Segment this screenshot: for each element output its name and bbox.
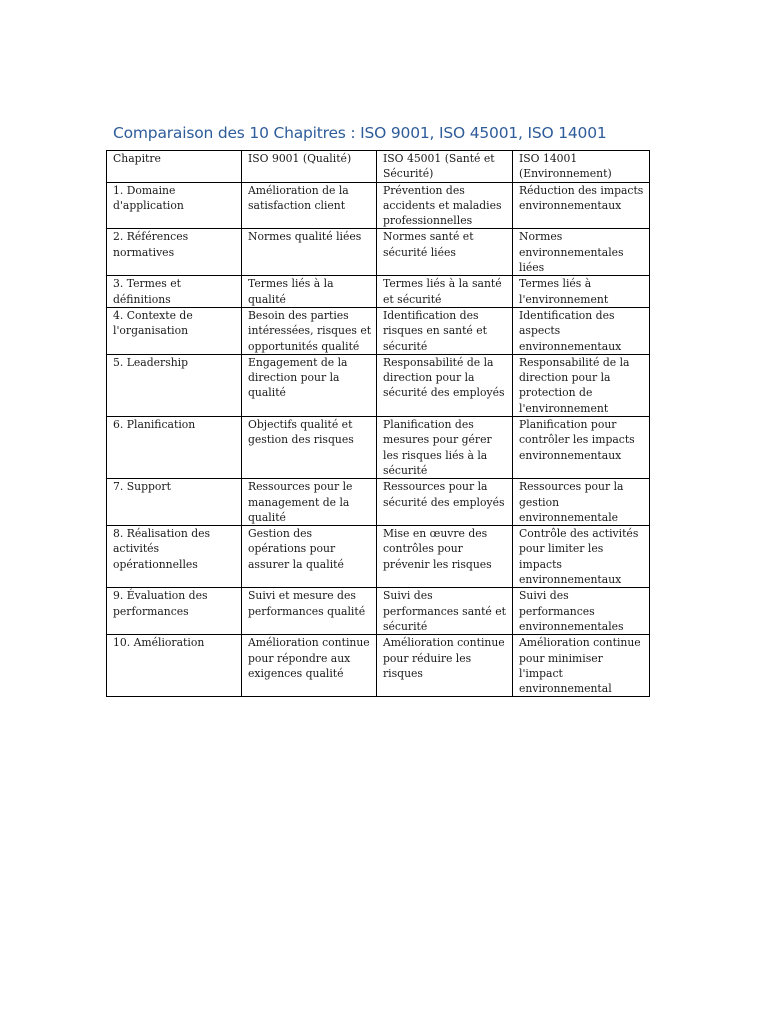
table-cell-iso-14001: Réduction des impacts environnementaux (513, 182, 650, 229)
table-row (107, 182, 650, 229)
table-row (107, 479, 650, 526)
table-cell-chapter: 4. Contexte de l'organisation (107, 307, 242, 354)
table-cell-iso-9001: Besoin des parties intéressées, risques et opportunités qualité (242, 307, 377, 354)
table-cell-iso-14001: Suivi des performances environnementales (513, 588, 650, 635)
table-cell-iso-14001: Contrôle des activités pour limiter les impacts environnementaux (513, 526, 650, 588)
table-cell-chapter: 7. Support (107, 479, 242, 526)
table-cell-chapter: 9. Évaluation des performances (107, 588, 242, 635)
table-cell-chapter: 1. Domaine d'application (107, 182, 242, 229)
table-cell-iso-9001: Termes liés à la qualité (242, 276, 377, 308)
table-cell-iso-14001: Planification pour contrôler les impacts environnementaux (513, 417, 650, 479)
table-cell-iso-45001: Identification des risques en santé et sécurité (377, 307, 513, 354)
table-row (107, 588, 650, 635)
comparison-table (106, 150, 650, 697)
table-cell-iso-9001: Objectifs qualité et gestion des risques (242, 417, 377, 479)
table-cell-chapter: 2. Références normatives (107, 229, 242, 276)
table-row (107, 354, 650, 416)
table-row (107, 229, 650, 276)
table-cell-iso-9001: Amélioration continue pour répondre aux exigences qualité (242, 635, 377, 697)
header-cell-chapitre: Chapitre (107, 151, 242, 183)
table-cell-iso-9001: Ressources pour le management de la qualité (242, 479, 377, 526)
table-cell-iso-9001: Gestion des opérations pour assurer la qualité (242, 526, 377, 588)
table-cell-chapter: 3. Termes et définitions (107, 276, 242, 308)
table-row (107, 526, 650, 588)
table-cell-chapter: 10. Amélioration (107, 635, 242, 697)
table-cell-iso-9001: Suivi et mesure des performances qualité (242, 588, 377, 635)
table-row (107, 307, 650, 354)
table-cell-iso-9001: Engagement de la direction pour la qualité (242, 354, 377, 416)
table-cell-iso-45001: Planification des mesures pour gérer les risques liés à la sécurité (377, 417, 513, 479)
table-cell-iso-14001: Normes environnementales liées (513, 229, 650, 276)
table-cell-iso-9001: Normes qualité liées (242, 229, 377, 276)
table-row (107, 635, 650, 697)
table-cell-iso-45001: Suivi des performances santé et sécurité (377, 588, 513, 635)
header-cell-iso-14001: ISO 14001 (Environnement) (513, 151, 650, 183)
table-cell-iso-45001: Normes santé et sécurité liées (377, 229, 513, 276)
table-cell-iso-45001: Prévention des accidents et maladies professionnelles (377, 182, 513, 229)
table-cell-chapter: 8. Réalisation des activités opérationnelles (107, 526, 242, 588)
table-cell-iso-14001: Identification des aspects environnementaux (513, 307, 650, 354)
table-cell-iso-9001: Amélioration de la satisfaction client (242, 182, 377, 229)
table-cell-iso-14001: Amélioration continue pour minimiser l'impact environnemental (513, 635, 650, 697)
document-title: Comparaison des 10 Chapitres : ISO 9001, ISO 45001, ISO 14001 (113, 124, 607, 142)
table-row (107, 276, 650, 308)
table-cell-iso-45001: Responsabilité de la direction pour la sécurité des employés (377, 354, 513, 416)
table-cell-iso-45001: Ressources pour la sécurité des employés (377, 479, 513, 526)
table-row (107, 417, 650, 479)
header-cell-iso-45001: ISO 45001 (Santé et Sécurité) (377, 151, 513, 183)
header-cell-iso-9001: ISO 9001 (Qualité) (242, 151, 377, 183)
table-cell-iso-45001: Amélioration continue pour réduire les risques (377, 635, 513, 697)
table-cell-chapter: 5. Leadership (107, 354, 242, 416)
table-cell-chapter: 6. Planification (107, 417, 242, 479)
table-cell-iso-14001: Ressources pour la gestion environnementale (513, 479, 650, 526)
table-cell-iso-14001: Responsabilité de la direction pour la protection de l'environnement (513, 354, 650, 416)
table-cell-iso-14001: Termes liés à l'environnement (513, 276, 650, 308)
table-cell-iso-45001: Mise en œuvre des contrôles pour prévenir les risques (377, 526, 513, 588)
table-cell-iso-45001: Termes liés à la santé et sécurité (377, 276, 513, 308)
table-header-row (107, 151, 650, 183)
